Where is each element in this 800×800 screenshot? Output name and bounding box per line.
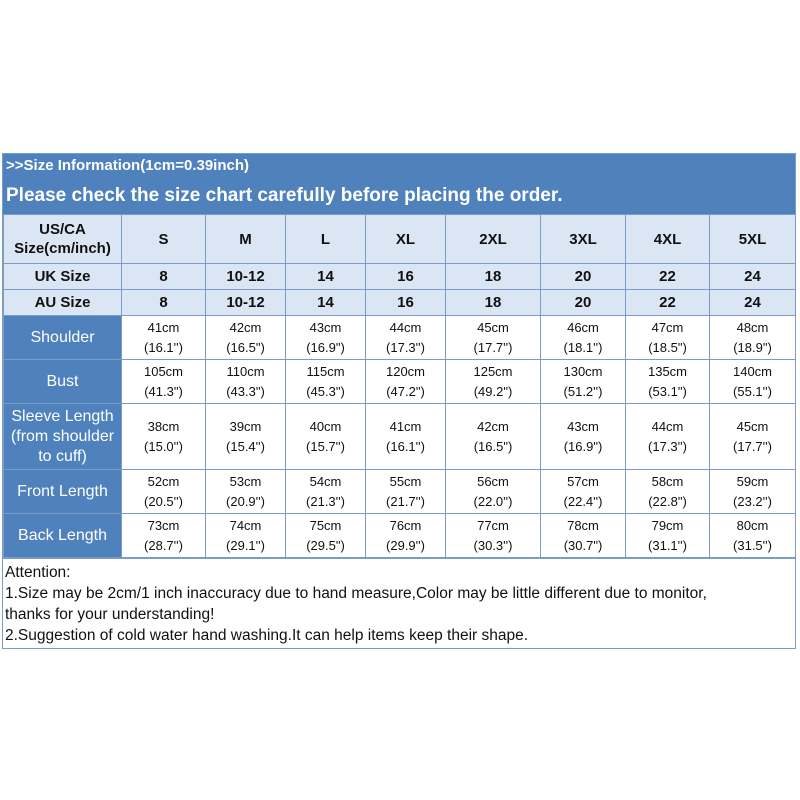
size-chart — [2, 153, 796, 649]
measurement-cm: 78cm — [567, 517, 599, 533]
measurement-inch: (43.3") — [226, 383, 265, 399]
measurement-cm: 73cm — [147, 517, 180, 533]
measurement-cell — [366, 514, 446, 558]
measurement-cm: 125cm — [473, 363, 513, 379]
measurement-cell — [286, 514, 366, 558]
measurement-inch: (18.9") — [733, 339, 772, 355]
measurement-cm: 43cm — [309, 319, 342, 335]
measurement-label — [4, 404, 122, 470]
size-cell: 10-12 — [206, 290, 286, 316]
measurement-inch: (22.4'') — [563, 493, 603, 509]
measurement-cm: 47cm — [651, 319, 684, 335]
measurement-cell — [206, 404, 286, 470]
size-cell: 14 — [286, 264, 366, 290]
measurement-cell — [286, 470, 366, 514]
measurement-inch: (16.5") — [226, 339, 265, 355]
size-row-label-line: Size(cm/inch) — [14, 240, 111, 257]
size-cell: 20 — [541, 290, 626, 316]
measurement-cm: 52cm — [147, 473, 180, 489]
measurement-cm: 42cm — [477, 418, 509, 434]
measurement-inch: (18.1'') — [563, 339, 603, 355]
measurement-row — [4, 514, 796, 558]
measurement-inch: (17.3'') — [648, 438, 687, 454]
measurement-cm: 41cm — [389, 418, 422, 434]
size-cell: S — [122, 215, 206, 264]
measurement-cell — [446, 360, 541, 404]
measurement-label-line: Sleeve Length — [11, 407, 114, 425]
measurement-inch: (22.0'') — [473, 493, 513, 509]
measurement-inch: (31.5'') — [733, 537, 772, 553]
measurement-cell — [710, 404, 796, 470]
measurement-inch: (15.0'') — [144, 438, 183, 454]
size-cell: 18 — [446, 264, 541, 290]
measurement-cell — [122, 360, 206, 404]
size-row — [4, 264, 796, 290]
measurement-inch: (23.2'') — [733, 493, 772, 509]
size-cell: 3XL — [541, 215, 626, 264]
size-cell: 16 — [366, 264, 446, 290]
measurement-inch: (16.1'') — [386, 438, 425, 454]
measurement-inch: (49.2") — [473, 383, 513, 399]
measurement-cm: 56cm — [477, 473, 509, 489]
size-cell: 4XL — [626, 215, 710, 264]
size-cell: 24 — [710, 290, 796, 316]
measurement-cm: 38cm — [147, 418, 180, 434]
measurement-cm: 120cm — [385, 363, 426, 379]
measurement-inch: (17.7'') — [473, 339, 513, 355]
size-cell: 8 — [122, 264, 206, 290]
measurement-label: Shoulder — [4, 316, 122, 360]
size-cell: 24 — [710, 264, 796, 290]
measurement-cell — [206, 514, 286, 558]
measurement-cell — [541, 360, 626, 404]
measurement-inch: (55.1'') — [733, 383, 772, 399]
measurement-cell — [446, 404, 541, 470]
size-cell: 8 — [122, 290, 206, 316]
measurement-inch: (18.5") — [648, 339, 687, 355]
measurement-cm: 44cm — [651, 418, 684, 434]
measurement-inch: (16.5") — [473, 438, 513, 454]
measurement-inch: (31.1'') — [648, 537, 687, 553]
measurement-inch: (45.3") — [306, 383, 345, 399]
measurement-cell — [122, 316, 206, 360]
measurement-cell — [122, 404, 206, 470]
measurement-cell — [206, 360, 286, 404]
measurement-inch: (29.5") — [306, 537, 345, 553]
measurement-cm: 43cm — [567, 418, 599, 434]
attention-title: Attention: — [5, 564, 71, 581]
size-cell: L — [286, 215, 366, 264]
measurement-cm: 74cm — [229, 517, 262, 533]
measurement-inch: (16.9") — [306, 339, 345, 355]
measurement-cm: 77cm — [477, 517, 509, 533]
measurement-label: Front Length — [4, 470, 122, 514]
measurement-cell — [122, 514, 206, 558]
measurement-cell — [446, 316, 541, 360]
size-cell: 22 — [626, 290, 710, 316]
size-cell: 2XL — [446, 215, 541, 264]
size-row — [4, 290, 796, 316]
measurement-cell — [710, 316, 796, 360]
measurement-inch: (29.1'') — [226, 537, 265, 553]
size-chart-instruction: Please check the size chart carefully before placing the order. — [6, 185, 563, 206]
size-cell: 16 — [366, 290, 446, 316]
size-cell: XL — [366, 215, 446, 264]
size-row-label: AU Size — [4, 290, 122, 316]
measurement-cm: 41cm — [147, 319, 180, 335]
measurement-inch: (21.7'') — [386, 493, 425, 509]
size-cell: 10-12 — [206, 264, 286, 290]
measurement-cm: 57cm — [567, 473, 599, 489]
measurement-inch: (21.3'') — [306, 493, 345, 509]
measurement-inch: (15.4'') — [226, 438, 265, 454]
measurement-label-line: (from shoulder — [10, 427, 115, 445]
measurement-cm: 39cm — [229, 418, 262, 434]
measurement-inch: (28.7'') — [144, 537, 183, 553]
measurement-row — [4, 470, 796, 514]
measurement-cell — [366, 360, 446, 404]
measurement-cell — [710, 470, 796, 514]
measurement-inch: (20.9'') — [226, 493, 265, 509]
measurement-cm: 45cm — [736, 418, 769, 434]
measurement-cm: 79cm — [651, 517, 684, 533]
measurement-cell — [626, 404, 710, 470]
measurement-cell — [710, 514, 796, 558]
measurement-inch: (15.7'') — [306, 438, 345, 454]
measurement-inch: (47.2") — [386, 383, 425, 399]
measurement-cm: 58cm — [651, 473, 684, 489]
measurement-label: Back Length — [4, 514, 122, 558]
measurement-inch: (16.9") — [563, 438, 603, 454]
measurement-cm: 45cm — [477, 319, 509, 335]
measurement-inch: (53.1") — [648, 383, 687, 399]
measurement-inch: (30.3'') — [473, 537, 513, 553]
measurement-cell — [206, 470, 286, 514]
measurement-cm: 48cm — [736, 319, 769, 335]
measurement-cm: 75cm — [309, 517, 342, 533]
measurement-cell — [626, 470, 710, 514]
measurement-cell — [286, 404, 366, 470]
measurement-cm: 76cm — [389, 517, 422, 533]
measurement-cm: 135cm — [647, 363, 688, 379]
measurement-cm: 42cm — [229, 319, 262, 335]
measurement-cm: 44cm — [389, 319, 422, 335]
measurement-cm: 54cm — [309, 473, 342, 489]
measurement-cm: 80cm — [736, 517, 769, 533]
measurement-inch: (29.9'') — [386, 537, 425, 553]
measurement-cm: 59cm — [736, 473, 769, 489]
size-table — [3, 214, 796, 558]
measurement-cm: 53cm — [229, 473, 262, 489]
measurement-inch: (30.7") — [563, 537, 603, 553]
size-cell: 20 — [541, 264, 626, 290]
attention-line-3: 2.Suggestion of cold water hand washing.It can help items keep their shape. — [5, 627, 529, 644]
measurement-cell — [541, 404, 626, 470]
measurement-cell — [366, 316, 446, 360]
measurement-cell — [626, 316, 710, 360]
size-row — [4, 215, 796, 264]
measurement-inch: (16.1'') — [144, 339, 183, 355]
size-cell: 14 — [286, 290, 366, 316]
size-cell: 22 — [626, 264, 710, 290]
measurement-cm: 110cm — [226, 363, 265, 379]
measurement-cell — [541, 470, 626, 514]
size-info-title: >>Size Information(1cm=0.39inch) — [6, 157, 249, 174]
measurement-cell — [710, 360, 796, 404]
size-cell: 5XL — [710, 215, 796, 264]
measurement-row — [4, 360, 796, 404]
measurement-cell — [446, 514, 541, 558]
measurement-inch: (22.8") — [648, 493, 687, 509]
size-cell: M — [206, 215, 286, 264]
measurement-cell — [206, 316, 286, 360]
measurement-cell — [122, 470, 206, 514]
measurement-inch: (51.2'') — [563, 383, 603, 399]
measurement-inch: (41.3") — [144, 383, 183, 399]
measurement-row — [4, 404, 796, 470]
size-cell: 18 — [446, 290, 541, 316]
measurement-cell — [626, 360, 710, 404]
measurement-cm: 40cm — [309, 418, 342, 434]
measurement-cm: 105cm — [143, 363, 184, 379]
measurement-label-line: to cuff) — [38, 447, 87, 465]
measurement-cm: 115cm — [306, 363, 345, 379]
size-info-banner — [3, 154, 795, 214]
size-row-label — [4, 215, 122, 264]
measurement-cell — [626, 514, 710, 558]
measurement-label: Bust — [4, 360, 122, 404]
attention-line-1: 1.Size may be 2cm/1 inch inaccuracy due to hand measure,Color may be little different due to monitor, — [5, 585, 707, 602]
measurement-cell — [446, 470, 541, 514]
measurement-cell — [541, 514, 626, 558]
measurement-cm: 140cm — [732, 363, 773, 379]
attention-line-2: thanks for your understanding! — [5, 606, 215, 623]
measurement-cm: 55cm — [389, 473, 422, 489]
size-row-label: UK Size — [4, 264, 122, 290]
measurement-cell — [286, 360, 366, 404]
measurement-inch: (17.7'') — [733, 438, 772, 454]
measurement-cell — [366, 470, 446, 514]
attention-notes — [3, 558, 795, 648]
measurement-cell — [286, 316, 366, 360]
measurement-cm: 46cm — [567, 319, 599, 335]
measurement-cell — [366, 404, 446, 470]
measurement-inch: (20.5'') — [144, 493, 183, 509]
measurement-cell — [541, 316, 626, 360]
measurement-cm: 130cm — [563, 363, 603, 379]
measurement-inch: (17.3'') — [386, 339, 425, 355]
measurement-row — [4, 316, 796, 360]
size-row-label-line: US/CA — [39, 221, 86, 238]
